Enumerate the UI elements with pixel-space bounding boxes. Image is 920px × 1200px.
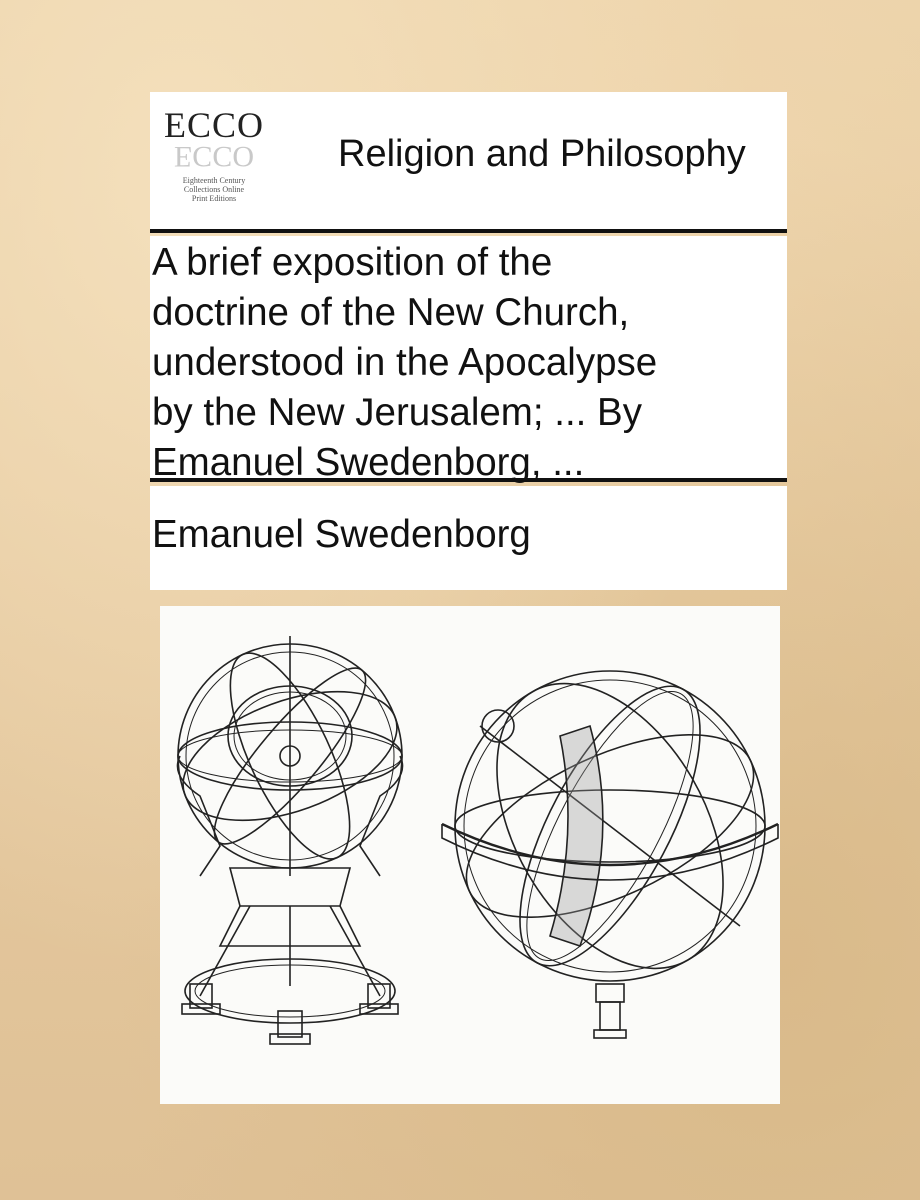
- illustration-plate: [160, 606, 780, 1104]
- author-name: Emanuel Swedenborg: [152, 513, 531, 556]
- ecco-logo: [164, 106, 264, 216]
- title-line: Emanuel Swedenborg, ...: [152, 441, 585, 484]
- series-name: Religion and Philosophy: [338, 133, 746, 175]
- logo-wordmark: ECCO: [164, 105, 265, 145]
- title-line: by the New Jerusalem; ... By: [152, 391, 642, 434]
- title-line: understood in the Apocalypse: [152, 341, 658, 384]
- logo-reflection: ECCO: [173, 140, 254, 173]
- armillary-sphere-icon: [440, 644, 780, 1038]
- logo-line: Eighteenth Century: [182, 176, 246, 185]
- armillary-sphere-icon: [166, 636, 414, 1044]
- logo-line: Collections Online: [183, 185, 245, 194]
- title-line: doctrine of the New Church,: [152, 291, 630, 334]
- book-title: [152, 238, 782, 488]
- illustration: [160, 606, 780, 1104]
- title-line: A brief exposition of the: [152, 241, 553, 284]
- logo-line: Print Editions: [191, 194, 237, 203]
- divider-rule: [150, 229, 787, 233]
